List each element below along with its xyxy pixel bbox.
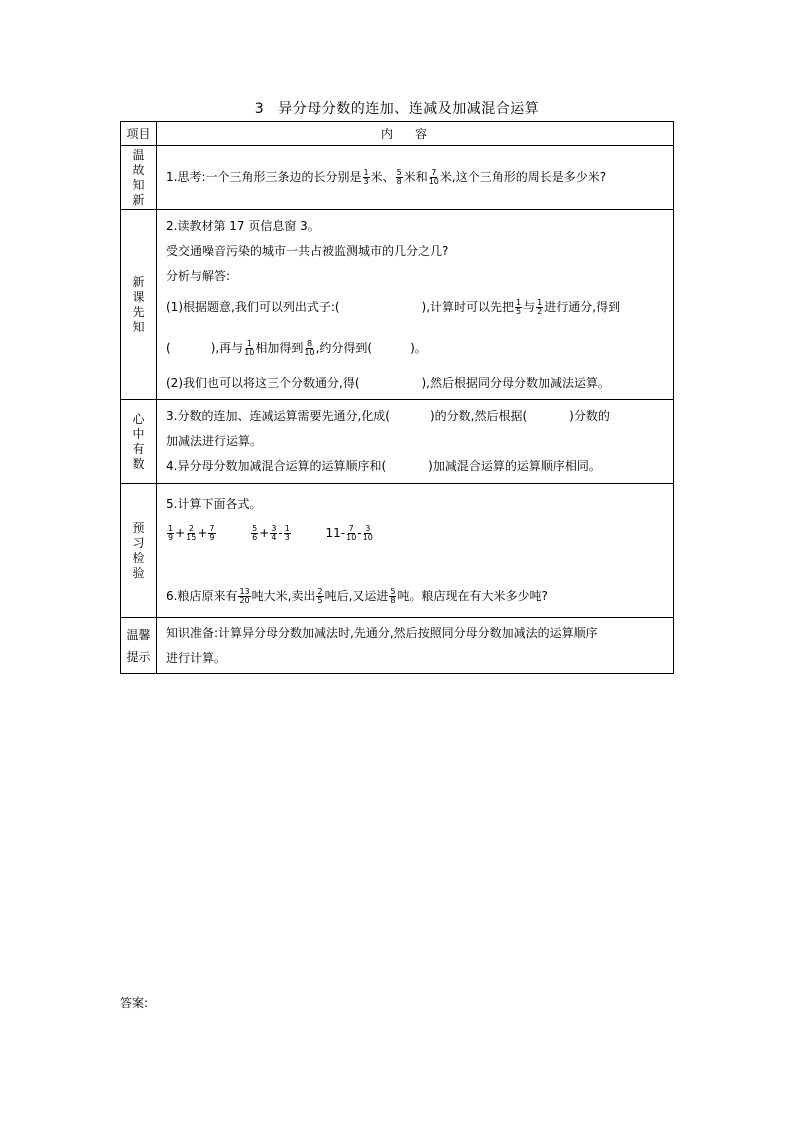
label-review: 温 故 知 新 (121, 146, 157, 210)
expression-2: $\frac{5}{6}$ + $\frac{3}{4}$ - $\frac{1}{3}$ (252, 524, 290, 542)
question-6: 6.粮店原来有 $\frac{13}{20}$ 吨大米,卖出 $\frac{2}{5}$ 吨后,又运进 $\frac{5}{8}$ 吨。粮店现在有大米多少吨? (166, 587, 548, 605)
expressions (166, 521, 665, 546)
page-title (0, 98, 794, 118)
title-number: 3 (254, 101, 265, 117)
question-2-text: 受交通噪音污染的城市一共占被监测城市的几分之几? (166, 243, 449, 258)
review-content (157, 146, 674, 210)
tip-line-2: 进行计算。 (166, 650, 227, 665)
question-4: 4.异分母分数加减混合运算的运算顺序和( )加减混合运算的运算顺序相同。 (166, 459, 601, 473)
row-preview (121, 484, 674, 618)
analysis-label: 分析与解答: (166, 268, 231, 283)
title-text: 异分母分数的连加、连减及加减混合运算 (278, 101, 540, 117)
part-1: (1)根据题意,我们可以列出式子:( ),计算时可以先把 $\frac{1}{5}$ 与 $\frac{1}{2}$ 进行通分,得到 (166, 297, 621, 316)
row-tip (121, 618, 674, 674)
answer-label: 答案: (120, 996, 149, 1010)
label-new: 新 课 先 知 (121, 210, 157, 400)
label-tip: 温馨 提示 (121, 618, 157, 674)
label-preview: 预 习 检 验 (121, 484, 157, 618)
preview-content (157, 484, 674, 618)
question-2: 2.读教材第 17 页信息窗 3。 (166, 218, 320, 233)
row-new (121, 210, 674, 400)
expression-3: 11- $\frac{7}{10}$ - $\frac{3}{10}$ (325, 524, 373, 542)
content-table (120, 121, 674, 674)
question-3b: 加减法进行运算。 (166, 434, 263, 448)
label-mind: 心 中 有 数 (121, 400, 157, 484)
header-project: 项目 (121, 122, 157, 146)
question-5: 5.计算下面各式。 (166, 497, 262, 511)
row-mind (121, 400, 674, 484)
tip-line-1: 知识准备:计算异分母分数加减法时,先通分,然后按照同分母分数加减法的运算顺序 (166, 625, 598, 640)
mind-content (157, 400, 674, 484)
question-1: 1.思考:一个三角形三条边的长分别是 $\frac{1}{3}$ 米、 $\frac{5}{8}$ 米和 $\frac{7}{10}$ 米,这个三角形的周长是多少米? (166, 168, 607, 186)
header-content: 内容 (157, 122, 674, 146)
question-3: 3.分数的连加、连减运算需要先通分,化成( )的分数,然后根据( )分数的 (166, 409, 610, 423)
header-row (121, 122, 674, 146)
expression-1: $\frac{1}{9}$ + $\frac{2}{15}$ + $\frac{7}{9}$ (168, 524, 215, 542)
new-content (157, 210, 674, 400)
row-review (121, 146, 674, 210)
part-2: (2)我们也可以将这三个分数通分,得( ),然后根据同分母分数加减法运算。 (166, 375, 610, 390)
part-1b: ( ),再与 $\frac{1}{10}$ 相加得到 $\frac{8}{10}$ ,约分得到( )。 (166, 338, 427, 357)
tip-content (157, 618, 674, 674)
